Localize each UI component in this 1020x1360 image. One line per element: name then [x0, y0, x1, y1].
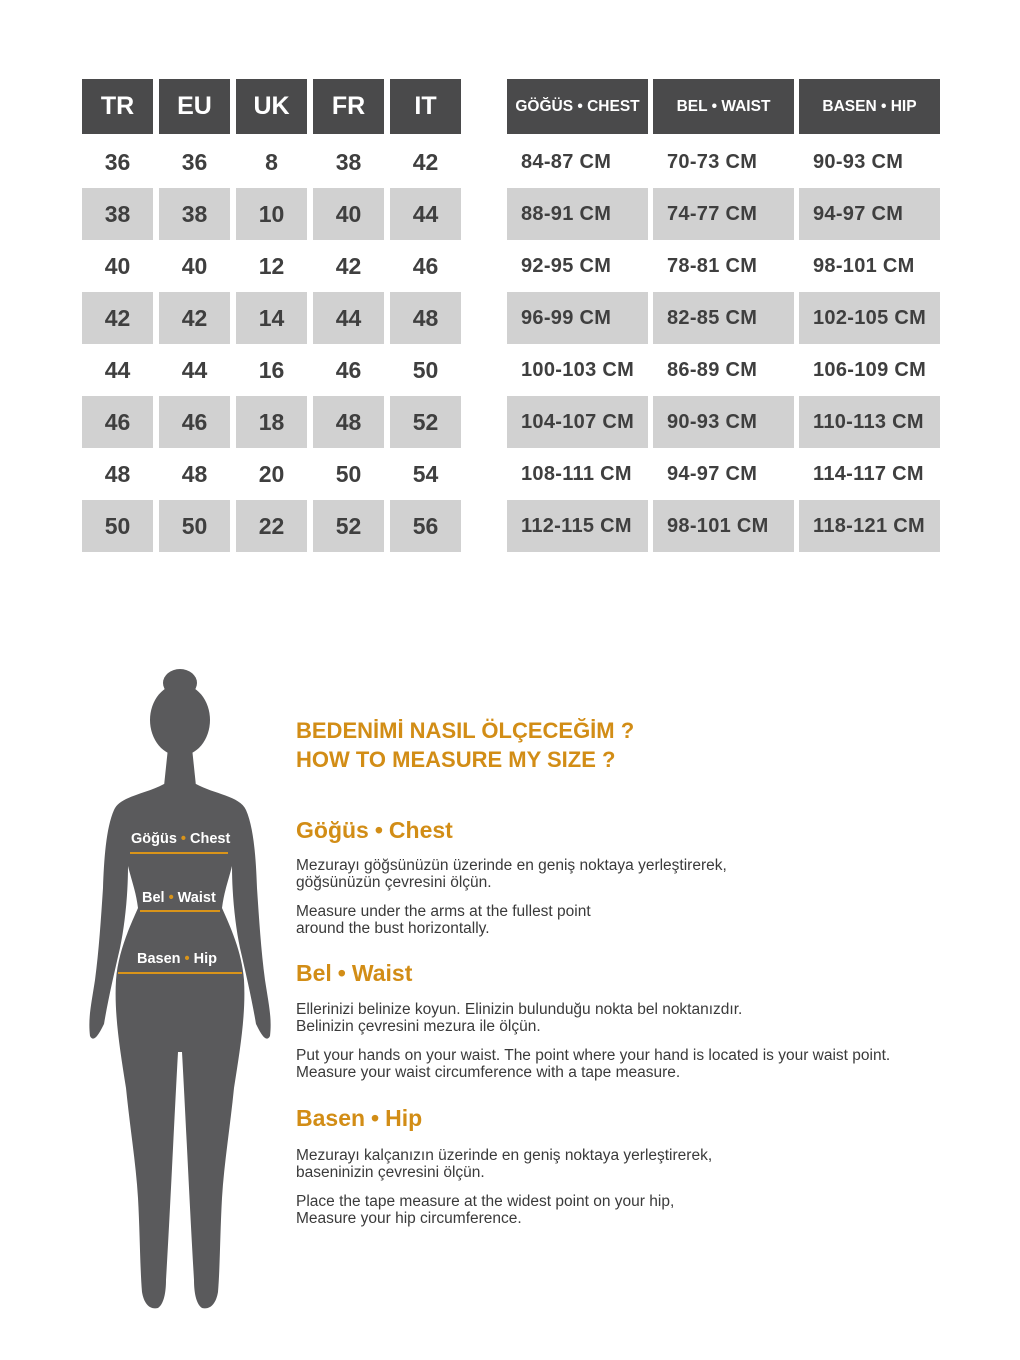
size-header-eu: EU — [159, 79, 230, 134]
size-header-uk: UK — [236, 79, 307, 134]
size-cell: 38 — [159, 188, 230, 240]
measurement-cell: 74-77 CM — [653, 188, 794, 240]
size-cell: 40 — [104, 252, 131, 279]
size-cell: 44 — [104, 356, 131, 383]
measurement-cell: 90-93 CM — [813, 150, 904, 173]
waist-header: BEL • WAIST — [653, 79, 794, 134]
size-cell: 50 — [159, 500, 230, 552]
size-cell: 38 — [82, 188, 153, 240]
measurement-cell: 98-101 CM — [653, 500, 794, 552]
figure-hip-label: Basen • Hip — [137, 951, 217, 967]
chest-section-heading: Göğüs • Chest — [296, 817, 453, 843]
size-cell: 48 — [313, 396, 384, 448]
size-cell: 8 — [265, 148, 278, 175]
measurement-cell: 94-97 CM — [799, 188, 940, 240]
measurement-cell: 104-107 CM — [507, 396, 648, 448]
measurement-cell: 108-111 CM — [521, 462, 632, 485]
size-cell: 46 — [82, 396, 153, 448]
size-cell: 40 — [181, 252, 208, 279]
size-cell: 16 — [258, 356, 285, 383]
size-cell: 44 — [390, 188, 461, 240]
measurement-cell: 78-81 CM — [667, 254, 758, 277]
chest-measure-line — [130, 852, 228, 854]
measurement-cell: 84-87 CM — [521, 150, 612, 173]
size-cell: 44 — [181, 356, 208, 383]
chest-text-tr: Mezurayı göğsünüzün üzerinde en geniş noktaya yerleştirerek, göğsünüzün çevresini ölçün. — [296, 857, 727, 891]
figure-chest-label: Göğüs • Chest — [131, 831, 231, 847]
measurement-cell: 88-91 CM — [507, 188, 648, 240]
size-cell: 54 — [412, 460, 439, 487]
size-cell: 50 — [412, 356, 439, 383]
measurement-cell: 102-105 CM — [799, 292, 940, 344]
size-cell: 38 — [335, 148, 362, 175]
waist-text-en: Put your hands on your waist. The point where your hand is located is your waist point. Measure your waist circumference with a tape measure. — [296, 1047, 891, 1081]
size-cell: 50 — [82, 500, 153, 552]
size-header-tr: TR — [82, 79, 153, 134]
measurement-cell: 70-73 CM — [667, 150, 758, 173]
hip-section-heading: Basen • Hip — [296, 1105, 423, 1131]
body-silhouette-figure — [84, 668, 276, 1320]
woman-silhouette-icon — [84, 668, 276, 1320]
size-cell: 46 — [412, 252, 439, 279]
measurement-cell: 112-115 CM — [507, 500, 648, 552]
guide-title-en: HOW TO MEASURE MY SIZE ? — [296, 747, 616, 772]
size-cell: 52 — [390, 396, 461, 448]
size-cell: 12 — [258, 252, 285, 279]
measurement-cell: 94-97 CM — [667, 462, 758, 485]
measurement-cell: 82-85 CM — [653, 292, 794, 344]
size-cell: 36 — [104, 148, 131, 175]
size-cell: 36 — [181, 148, 208, 175]
size-cell: 40 — [313, 188, 384, 240]
size-cell: 48 — [181, 460, 208, 487]
size-cell: 22 — [236, 500, 307, 552]
measurement-cell: 92-95 CM — [521, 254, 612, 277]
measurement-cell: 86-89 CM — [667, 358, 758, 381]
measurement-cell: 98-101 CM — [813, 254, 915, 277]
measurement-cell: 114-117 CM — [813, 462, 924, 485]
size-cell: 48 — [104, 460, 131, 487]
measurement-cell: 118-121 CM — [799, 500, 940, 552]
size-cell: 52 — [313, 500, 384, 552]
waist-text-tr: Ellerinizi belinize koyun. Elinizin bulunduğu nokta bel noktanızdır. Belinizin çevresini mezura ile ölçün. — [296, 1001, 743, 1035]
chest-text-en: Measure under the arms at the fullest point around the bust horizontally. — [296, 903, 591, 937]
size-cell: 46 — [335, 356, 362, 383]
hip-header: BASEN • HIP — [799, 79, 940, 134]
size-cell: 20 — [258, 460, 285, 487]
size-cell: 48 — [390, 292, 461, 344]
measurement-cell: 100-103 CM — [521, 358, 635, 381]
size-cell: 50 — [335, 460, 362, 487]
measurement-cell: 110-113 CM — [799, 396, 940, 448]
size-cell: 42 — [82, 292, 153, 344]
size-cell: 44 — [313, 292, 384, 344]
figure-waist-label: Bel • Waist — [142, 890, 216, 906]
size-cell: 42 — [412, 148, 439, 175]
hip-text-en: Place the tape measure at the widest point on your hip, Measure your hip circumference. — [296, 1193, 675, 1227]
size-cell: 46 — [159, 396, 230, 448]
size-header-it: IT — [390, 79, 461, 134]
hip-text-tr: Mezurayı kalçanızın üzerinde en geniş noktaya yerleştirerek, baseninizin çevresini ölçün. — [296, 1147, 713, 1181]
measurement-cell: 96-99 CM — [507, 292, 648, 344]
waist-section-heading: Bel • Waist — [296, 960, 413, 986]
measurement-cell: 106-109 CM — [813, 358, 927, 381]
hip-measure-line — [118, 972, 242, 974]
guide-title-tr: BEDENİMİ NASIL ÖLÇECEĞİM ? — [296, 718, 635, 743]
size-cell: 42 — [159, 292, 230, 344]
waist-measure-line — [140, 910, 220, 912]
measurement-cell: 90-93 CM — [653, 396, 794, 448]
size-header-fr: FR — [313, 79, 384, 134]
size-cell: 56 — [390, 500, 461, 552]
size-cell: 18 — [236, 396, 307, 448]
chest-header: GÖĞÜS • CHEST — [507, 79, 648, 134]
size-cell: 42 — [335, 252, 362, 279]
size-cell: 10 — [236, 188, 307, 240]
size-cell: 14 — [236, 292, 307, 344]
